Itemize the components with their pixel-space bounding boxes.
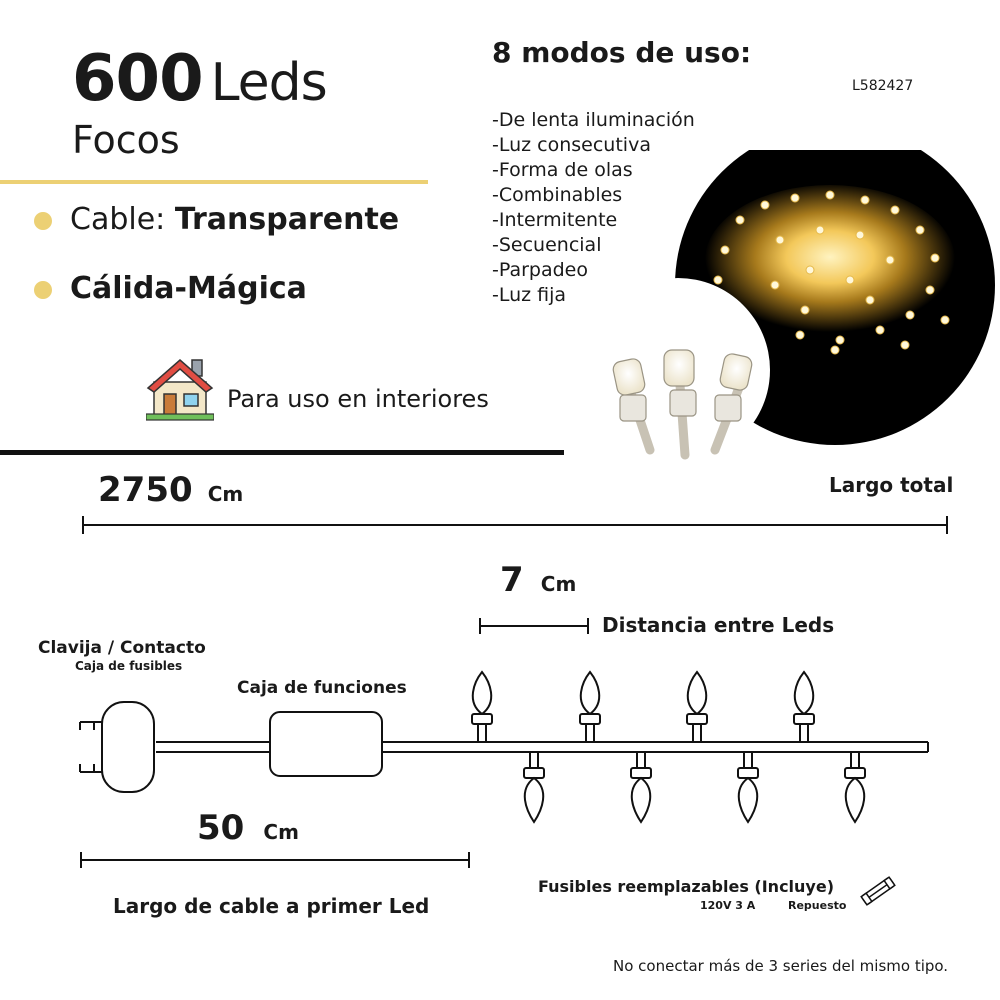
total-length-unit: Cm bbox=[207, 482, 244, 506]
section-divider bbox=[0, 450, 564, 455]
led-spacing-unit: Cm bbox=[540, 572, 577, 596]
plug-title: Clavija / Contacto bbox=[38, 638, 206, 658]
footer-note: No conectar más de 3 series del mismo tipo. bbox=[613, 957, 949, 975]
mode-item: -Forma de olas bbox=[492, 159, 633, 181]
led-unit: Leds bbox=[210, 53, 327, 113]
accent-divider bbox=[0, 180, 428, 184]
bullet-dot-icon bbox=[34, 212, 52, 230]
sku-code: L582427 bbox=[852, 78, 914, 94]
total-length-label: Largo total bbox=[829, 473, 954, 497]
led-spacing-ruler bbox=[476, 615, 592, 637]
cable-value: Transparente bbox=[174, 202, 400, 237]
lead-length bbox=[197, 808, 299, 848]
mode-item: -Intermitente bbox=[492, 209, 618, 231]
indoor-label: Para uso en interiores bbox=[227, 385, 489, 413]
total-length-ruler bbox=[80, 514, 952, 536]
fuses-spare: Repuesto bbox=[788, 899, 847, 912]
fuses-rating: 120V 3 A bbox=[700, 899, 756, 912]
cable-label: Cable: bbox=[70, 202, 166, 237]
subtitle: Focos bbox=[72, 118, 180, 162]
led-count-title bbox=[72, 42, 327, 116]
lead-length-label: Largo de cable a primer Led bbox=[113, 894, 430, 918]
bullet-dot-icon bbox=[34, 281, 52, 299]
led-spacing-value: 7 bbox=[500, 560, 524, 600]
color-feature: Cálida-Mágica bbox=[70, 271, 307, 306]
mode-item: -Luz fija bbox=[492, 284, 567, 306]
mode-item: -Luz consecutiva bbox=[492, 134, 651, 156]
mode-item: -Combinables bbox=[492, 184, 623, 206]
lead-length-ruler bbox=[77, 849, 473, 871]
led-count: 600 bbox=[72, 42, 203, 116]
lead-length-value: 50 bbox=[197, 808, 245, 848]
house-icon bbox=[146, 356, 214, 422]
cable-feature bbox=[70, 202, 399, 237]
mode-item: -Secuencial bbox=[492, 234, 602, 256]
total-length bbox=[98, 470, 243, 510]
lead-length-unit: Cm bbox=[263, 820, 299, 844]
led-spacing bbox=[500, 560, 576, 600]
modes-title: 8 modos de uso: bbox=[492, 36, 752, 69]
fuse-icon bbox=[858, 874, 898, 908]
mode-item: -Parpadeo bbox=[492, 259, 588, 281]
product-photo bbox=[590, 150, 995, 470]
plug-subtitle: Caja de fusibles bbox=[75, 659, 183, 673]
mode-item: -De lenta iluminación bbox=[492, 109, 695, 131]
led-spacing-label: Distancia entre Leds bbox=[602, 613, 835, 637]
fuses-title: Fusibles reemplazables (Incluye) bbox=[538, 877, 835, 896]
function-box-label: Caja de funciones bbox=[237, 678, 407, 698]
wiring-diagram bbox=[60, 660, 950, 840]
total-length-value: 2750 bbox=[98, 470, 193, 510]
